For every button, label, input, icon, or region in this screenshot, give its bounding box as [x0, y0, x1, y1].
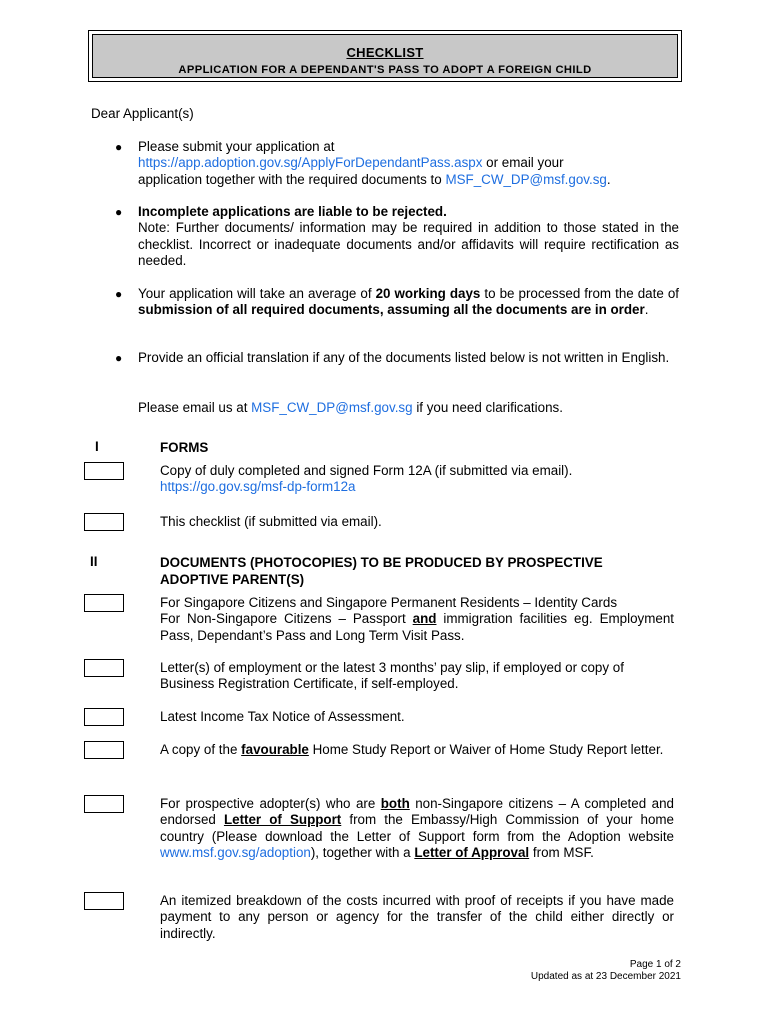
bullet3-text-start: Your application will take an average of [138, 286, 372, 301]
msf-email-link[interactable]: MSF_CW_DP@msf.gov.sg [445, 171, 607, 187]
clarify-email-link[interactable]: MSF_CW_DP@msf.gov.sg [251, 400, 413, 415]
further-documents-note: Note: Further documents/ information may be required in addition to those stated in the checklist. Incorrect or inadequate documents and/or affidavits will require rectification as needed. [138, 220, 679, 268]
section2-title-line1: DOCUMENTS (PHOTOCOPIES) TO BE PRODUCED BY PROSPECTIVE [160, 555, 603, 570]
section2-title-line2: ADOPTIVE PARENT(S) [160, 572, 305, 587]
working-days: 20 working days [375, 286, 481, 301]
submission-condition: submission of all required documents, assuming all the documents are in order [138, 302, 645, 318]
and-emphasis: and [412, 611, 437, 627]
checkbox-employment-letter[interactable] [84, 659, 124, 677]
favourable-emphasis: favourable [241, 742, 309, 757]
item-income-tax: Latest Income Tax Notice of Assessment. [160, 709, 405, 724]
item-checklist: This checklist (if submitted via email). [160, 514, 382, 529]
letter-of-support-emphasis: Letter of Support [223, 812, 342, 828]
checkbox-home-study-report[interactable] [84, 741, 124, 759]
checkbox-form-12a[interactable] [84, 462, 124, 480]
checkbox-checklist[interactable] [84, 513, 124, 531]
apply-dependant-pass-link[interactable]: https://app.adoption.gov.sg/ApplyForDependantPass.aspx [138, 155, 483, 171]
support-text-start: For prospective adopter(s) who are [160, 796, 376, 811]
checkbox-letter-of-support[interactable] [84, 795, 124, 813]
bullet-dot-icon: ● [115, 287, 123, 301]
item-form-12a [160, 463, 674, 496]
bullet1-text-line3: application together with the required documents to [138, 171, 442, 187]
letter-of-approval-emphasis: Letter of Approval [414, 844, 530, 860]
adoption-website-link[interactable]: www.msf.gov.sg/adoption [160, 844, 311, 860]
both-emphasis: both [380, 796, 410, 811]
support-text-mid1: non-Singapore citizens – A completed and endorsed [160, 796, 674, 828]
home-study-text-start: A copy of the [160, 742, 238, 757]
bullet-submit-application [138, 139, 679, 188]
support-text-end: from MSF. [532, 844, 594, 860]
item-identity-documents [160, 595, 674, 644]
checkbox-identity-documents[interactable] [84, 594, 124, 612]
bullet-dot-icon: ● [115, 140, 123, 154]
passport-text-start: For Non-Singapore Citizens – Passport [160, 611, 406, 627]
header-box [88, 30, 682, 82]
section-number-ii: II [90, 554, 98, 569]
incomplete-warning: Incomplete applications are liable to be rejected. [138, 204, 447, 219]
page-footer [531, 959, 681, 983]
bullet-incomplete-applications [138, 204, 679, 269]
section-title-documents [160, 554, 680, 588]
item-letter-of-support [160, 796, 674, 861]
bullet3-period: . [644, 302, 649, 318]
bullet3-text-mid: to be processed from the date of [484, 286, 679, 301]
identity-cards-line: For Singapore Citizens and Singapore Permanent Residents – Identity Cards [160, 595, 618, 610]
support-text-mid3: ), together with a [310, 844, 411, 860]
item-cost-breakdown: An itemized breakdown of the costs incurred with proof of receipts if you have made payment to any person or agency for the transfer of the child either directly or indirectly. [160, 893, 674, 941]
form-12a-text: Copy of duly completed and signed Form 12A (if submitted via email). [160, 463, 573, 478]
section-title-forms: FORMS [160, 440, 209, 455]
item-home-study-report [160, 742, 674, 758]
document-subtitle: APPLICATION FOR A DEPENDANT'S PASS TO ADOPT A FOREIGN CHILD [178, 64, 592, 76]
bullet1-text-start: Please submit your application at [138, 139, 335, 154]
checkbox-cost-breakdown[interactable] [84, 892, 124, 910]
bullet-dot-icon: ● [115, 351, 123, 365]
item-employment-letter: Letter(s) of employment or the latest 3 months’ pay slip, if employed or copy of Business Registration Certificate, if self-employed. [160, 660, 624, 692]
bullet1-period: . [606, 171, 611, 187]
section-number-i: I [95, 439, 99, 454]
updated-date: Updated as at 23 December 2021 [530, 971, 681, 982]
clarify-text-end: if you need clarifications. [416, 400, 563, 415]
form-12a-link[interactable]: https://go.gov.sg/msf-dp-form12a [160, 479, 356, 495]
bullet-translation: Provide an official translation if any of the documents listed below is not written in English. [138, 350, 670, 365]
greeting: Dear Applicant(s) [91, 106, 194, 121]
passport-text-end: immigration facilities eg. Employment Pass, Dependant’s Pass and Long Term Visit Pass. [160, 611, 674, 643]
support-text-mid2: from the Embassy/High Commission of your home country (Please download the Letter of Support form from the Adoption website [160, 812, 674, 844]
clarify-text-start: Please email us at [138, 400, 248, 415]
document-title: CHECKLIST [346, 45, 424, 60]
clarification-line [138, 400, 563, 416]
bullet-processing-time [138, 286, 679, 319]
home-study-text-end: Home Study Report or Waiver of Home Study Report letter. [312, 742, 664, 757]
header-shaded-panel [92, 34, 678, 78]
page-number: Page 1 of 2 [629, 959, 681, 970]
bullet-dot-icon: ● [115, 205, 123, 219]
bullet1-text-mid: or email your [486, 155, 564, 171]
checkbox-income-tax[interactable] [84, 708, 124, 726]
